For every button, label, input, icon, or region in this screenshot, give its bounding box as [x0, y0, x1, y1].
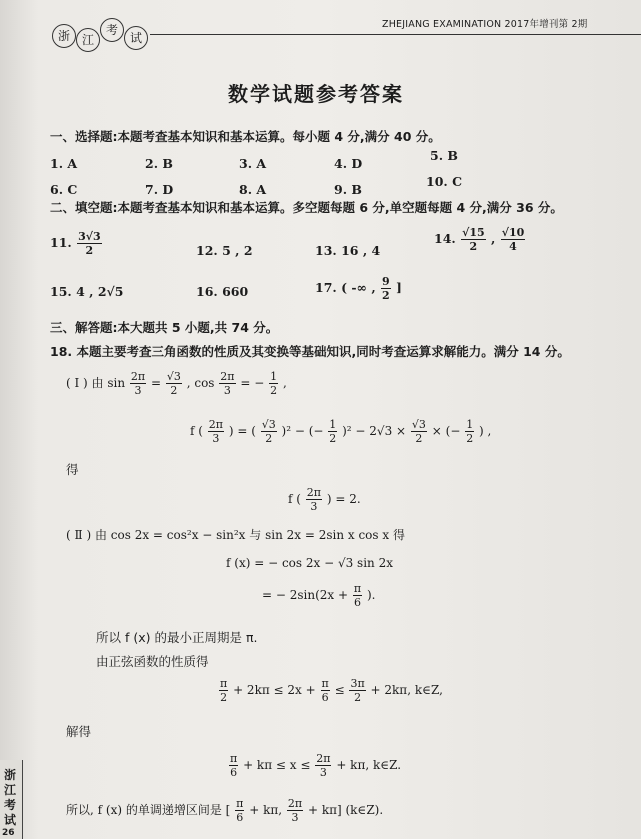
fill-answer-16: 16. 660: [196, 284, 249, 299]
q18-inequality2: $\frac{\pi}{6}$ + kπ ≤ x ≤ $\frac{2\pi}{3}$ + kπ, k∈Z.: [230, 752, 402, 779]
spine-label: 浙江考试: [4, 768, 17, 827]
choice-answer: 4. D: [334, 156, 363, 171]
q18-f-evaluation: f ( $\frac{2\pi}{3}$ ) = ( $\frac{√3}{2}$ )² − (− $\frac{1}{2}$ )² − 2√3 × $\frac{√3}{2}$ × (− $\frac{1}{2}$ ) ,: [190, 418, 492, 445]
choice-answer: 7. D: [145, 182, 174, 197]
fill-answer-12: 12. 5 , 2: [196, 243, 253, 258]
q18-final-interval: 所以, f (x) 的单调递增区间是 [ $\frac{\pi}{6}$ + kπ, $\frac{2\pi}{3}$ + kπ] (k∈Z).: [66, 797, 384, 824]
choice-answer: 10. C: [426, 174, 463, 189]
choice-answer: 8. A: [239, 182, 267, 197]
choice-answer: 9. B: [334, 182, 362, 197]
page-number: 26: [2, 828, 15, 838]
q18-intro: 18. 本题主要考查三角函数的性质及其变换等基础知识,同时考查运算求解能力。满分 14 分。: [50, 344, 570, 359]
fill-answer-14: 14. $\frac{√15}{2}$ , $\frac{√10}{4}$: [434, 226, 525, 253]
section2-heading: 二、填空题:本题考查基本知识和基本运算。多空题每题 6 分,单空题每题 4 分,满分 36 分。: [50, 200, 563, 215]
logo-seal-char: 试: [124, 26, 148, 50]
choice-answer: 1. A: [50, 156, 78, 171]
fill-answer-17: 17. ( -∞ , $\frac{9}{2}$ ]: [315, 275, 402, 302]
q18-part2-identities: ( Ⅱ ) 由 cos 2x = cos²x − sin²x 与 sin 2x = 2sin x cos x 得: [66, 528, 405, 542]
q18-sine-property: 由正弦函数的性质得: [96, 654, 209, 669]
q18-fx-eq1: f (x) = − cos 2x − √3 sin 2x: [226, 556, 393, 570]
q18-result1: f ( $\frac{2\pi}{3}$ ) = 2.: [288, 486, 361, 513]
choice-answer: 5. B: [430, 148, 458, 163]
section1-heading: 一、选择题:本题考查基本知识和基本运算。每小题 4 分,满分 40 分。: [50, 129, 441, 144]
choice-answer: 3. A: [239, 156, 267, 171]
fill-answer-11: 11. $\frac{3√3}{2}$: [50, 230, 101, 257]
header-divider: [150, 34, 641, 35]
q18-solve: 解得: [66, 724, 92, 739]
q18-de-1: 得: [66, 462, 79, 477]
q18-inequality1: $\frac{\pi}{2}$ + 2kπ ≤ 2x + $\frac{\pi}{6}$ ≤ $\frac{3\pi}{2}$ + 2kπ, k∈Z,: [220, 677, 443, 704]
choice-answer: 2. B: [145, 156, 173, 171]
logo-seal-char: 浙: [52, 24, 76, 48]
magazine-issue: ZHEJIANG EXAMINATION 2017年增刊第 2期: [382, 19, 588, 30]
fill-answer-15: 15. 4 , 2√5: [50, 284, 124, 299]
logo-seal-char: 考: [100, 18, 124, 42]
page-title: 数学试题参考答案: [228, 82, 404, 106]
choice-answer: 6. C: [50, 182, 78, 197]
q18-fx-eq2: = − 2sin(2x + $\frac{\pi}{6}$ ).: [262, 582, 376, 609]
q18-period: 所以 f (x) 的最小正周期是 π.: [96, 630, 258, 645]
fill-answer-13: 13. 16 , 4: [315, 243, 381, 258]
logo-seal-char: 江: [76, 28, 100, 52]
q18-part1-given: ( Ⅰ ) 由 sin $\frac{2\pi}{3}$ = $\frac{√3}{2}$ , cos $\frac{2\pi}{3}$ = − $\frac{1}{2}$ ,: [66, 370, 287, 397]
section3-heading: 三、解答题:本大题共 5 小题,共 74 分。: [50, 320, 279, 335]
